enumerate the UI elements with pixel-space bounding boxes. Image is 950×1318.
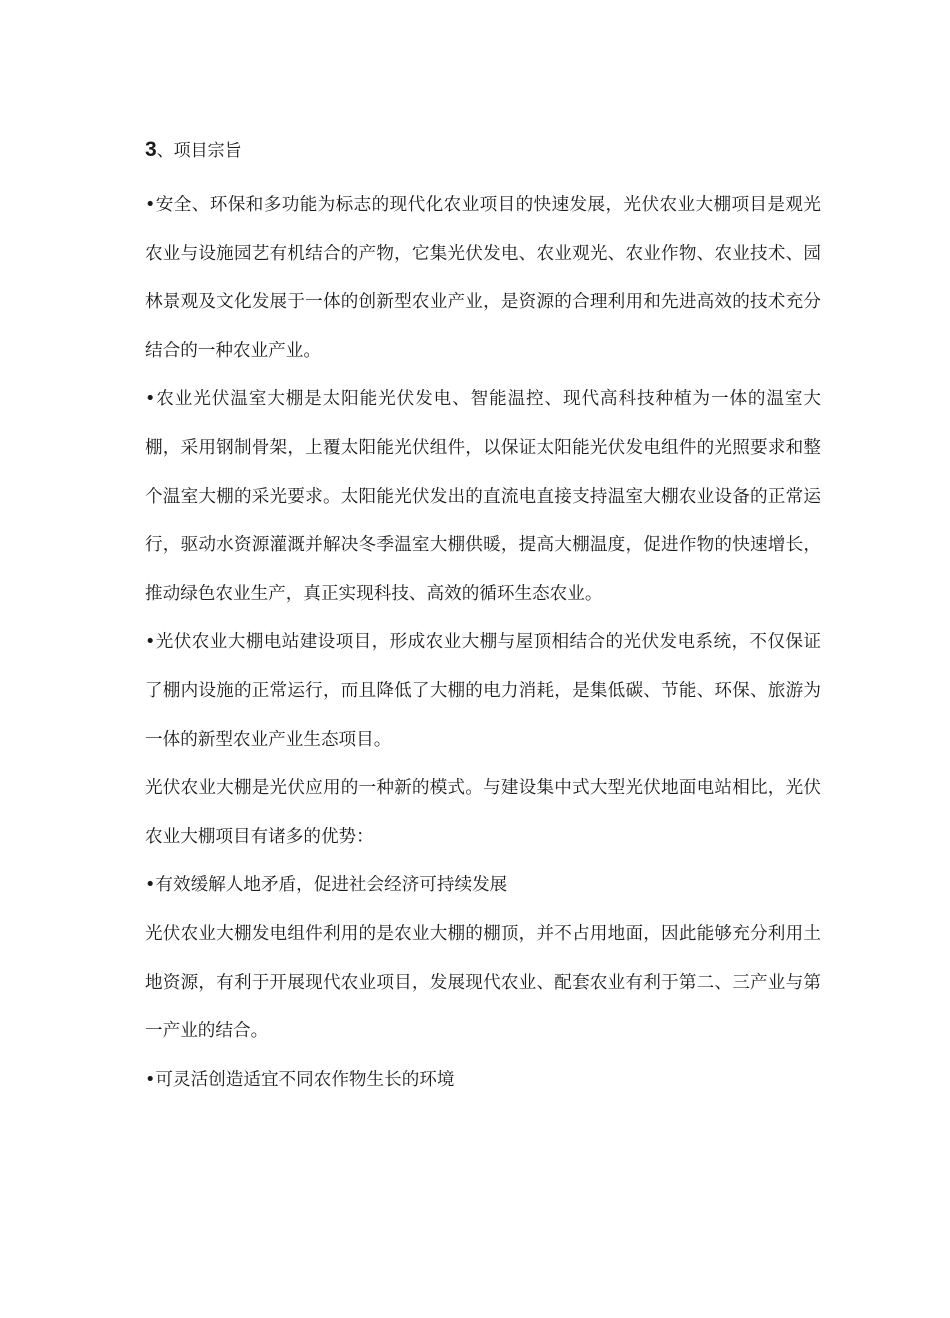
section-number: 3 xyxy=(145,138,157,161)
section-heading xyxy=(145,132,821,168)
document-body xyxy=(145,132,821,1104)
paragraph-4: 光伏农业大棚是光伏应用的一种新的模式。与建设集中式大型光伏地面电站相比，光伏农业大棚项目有诸多的优势： xyxy=(145,778,821,847)
section-title: 、项目宗旨 xyxy=(156,141,242,161)
paragraph-3: •光伏农业大棚电站建设项目，形成农业大棚与屋顶相结合的光伏发电系统，不仅保证了棚内设施的正常运行，而且降低了大棚的电力消耗，是集低碳、节能、环保、旅游为一体的新型农业产业生态项目。 xyxy=(145,632,821,750)
paragraph-5: •有效缓解人地矛盾，促进社会经济可持续发展 xyxy=(145,875,508,896)
paragraph-6: 光伏农业大棚发电组件利用的是农业大棚的棚顶，并不占用地面，因此能够充分利用土地资源，有利于开展现代农业项目，发展现代农业、配套农业有利于第二、三产业与第一产业的结合。 xyxy=(145,923,821,1042)
paragraph-7: •可灵活创造适宜不同农作物生长的环境 xyxy=(145,1069,455,1090)
paragraph-2: •农业光伏温室大棚是太阳能光伏发电、智能温控、现代高科技种植为一体的温室大棚，采用钢制骨架，上覆太阳能光伏组件，以保证太阳能光伏发电组件的光照要求和整个温室大棚的采光要求。太阳能光伏发出的直流电直接支持温室大棚农业设备的正常运行，驱动水资源灌溉并解决冬季温室大棚供暖，提高大棚温度，促进作物的快速增长，推动绿色农业生产，真正实现科技、高效的循环生态农业。 xyxy=(145,389,821,604)
paragraph-1: •安全、环保和多功能为标志的现代化农业项目的快速发展，光伏农业大棚项目是观光农业与设施园艺有机结合的产物，它集光伏发电、农业观光、农业作物、农业技术、园林景观及文化发展于一体的创新型农业产业，是资源的合理利用和先进高效的技术充分结合的一种农业产业。 xyxy=(145,195,821,361)
